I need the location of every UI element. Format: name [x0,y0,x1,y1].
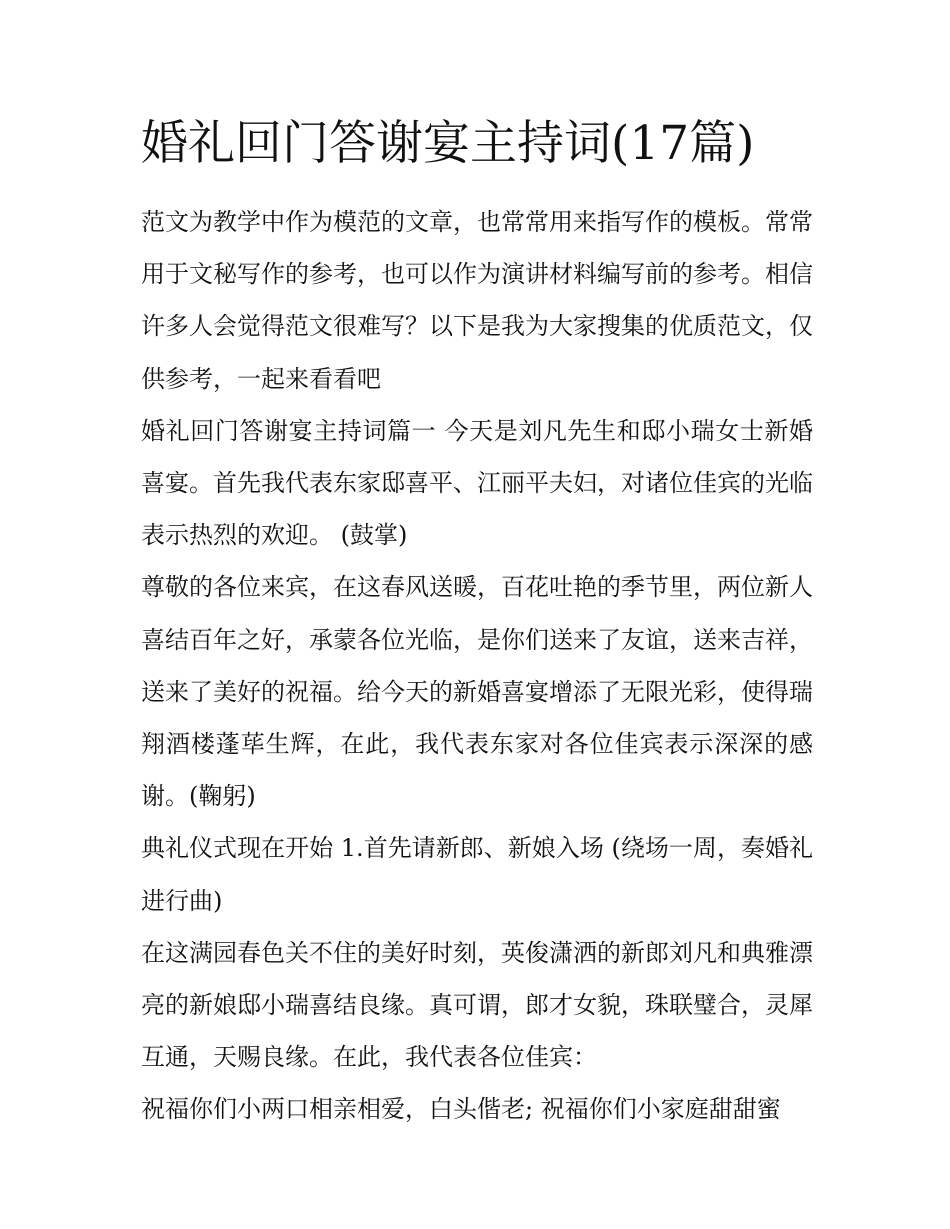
welcome-paragraph: 尊敬的各位来宾，在这春风送暖，百花吐艳的季节里，两位新人喜结百年之好，承蒙各位光临，是你们送来了友谊，送来吉祥，送来了美好的祝福。给今天的新婚喜宴增添了无限光彩，使得瑞翔酒楼蓬荜生辉，在此，我代表东家对各位佳宾表示深深的感谢。(鞠躬) [141,573,813,811]
ceremony-start-paragraph: 典礼仪式现在开始 1.首先请新郎、新娘入场 (绕场一周，奏婚礼进行曲) [141,834,813,915]
document-title: 婚礼回门答谢宴主持词(17篇) [141,116,755,171]
couple-introduction-paragraph: 在这满园春色关不住的美好时刻，英俊潇洒的新郎刘凡和典雅漂亮的新娘邸小瑞喜结良缘。真可谓，郎才女貌，珠联璧合，灵犀互通，天赐良缘。在此，我代表各位佳宾： [141,938,813,1072]
blessing-paragraph: 祝福你们小两口相亲相爱，白头偕老; 祝福你们小家庭甜甜蜜 [141,1095,781,1124]
intro-paragraph: 范文为教学中作为模范的文章，也常常用来指写作的模板。常常用于文秘写作的参考，也可以作为演讲材料编写前的参考。相信许多人会觉得范文很难写？以下是我为大家搜集的优质范文，仅供参考，一起来看看吧 [141,208,813,393]
document-body [141,196,813,1136]
section-one-opening-paragraph: 婚礼回门答谢宴主持词篇一 今天是刘凡先生和邸小瑞女士新婚喜宴。首先我代表东家邸喜平、江丽平夫妇，对诸位佳宾的光临表示热烈的欢迎。 (鼓掌) [141,416,813,550]
